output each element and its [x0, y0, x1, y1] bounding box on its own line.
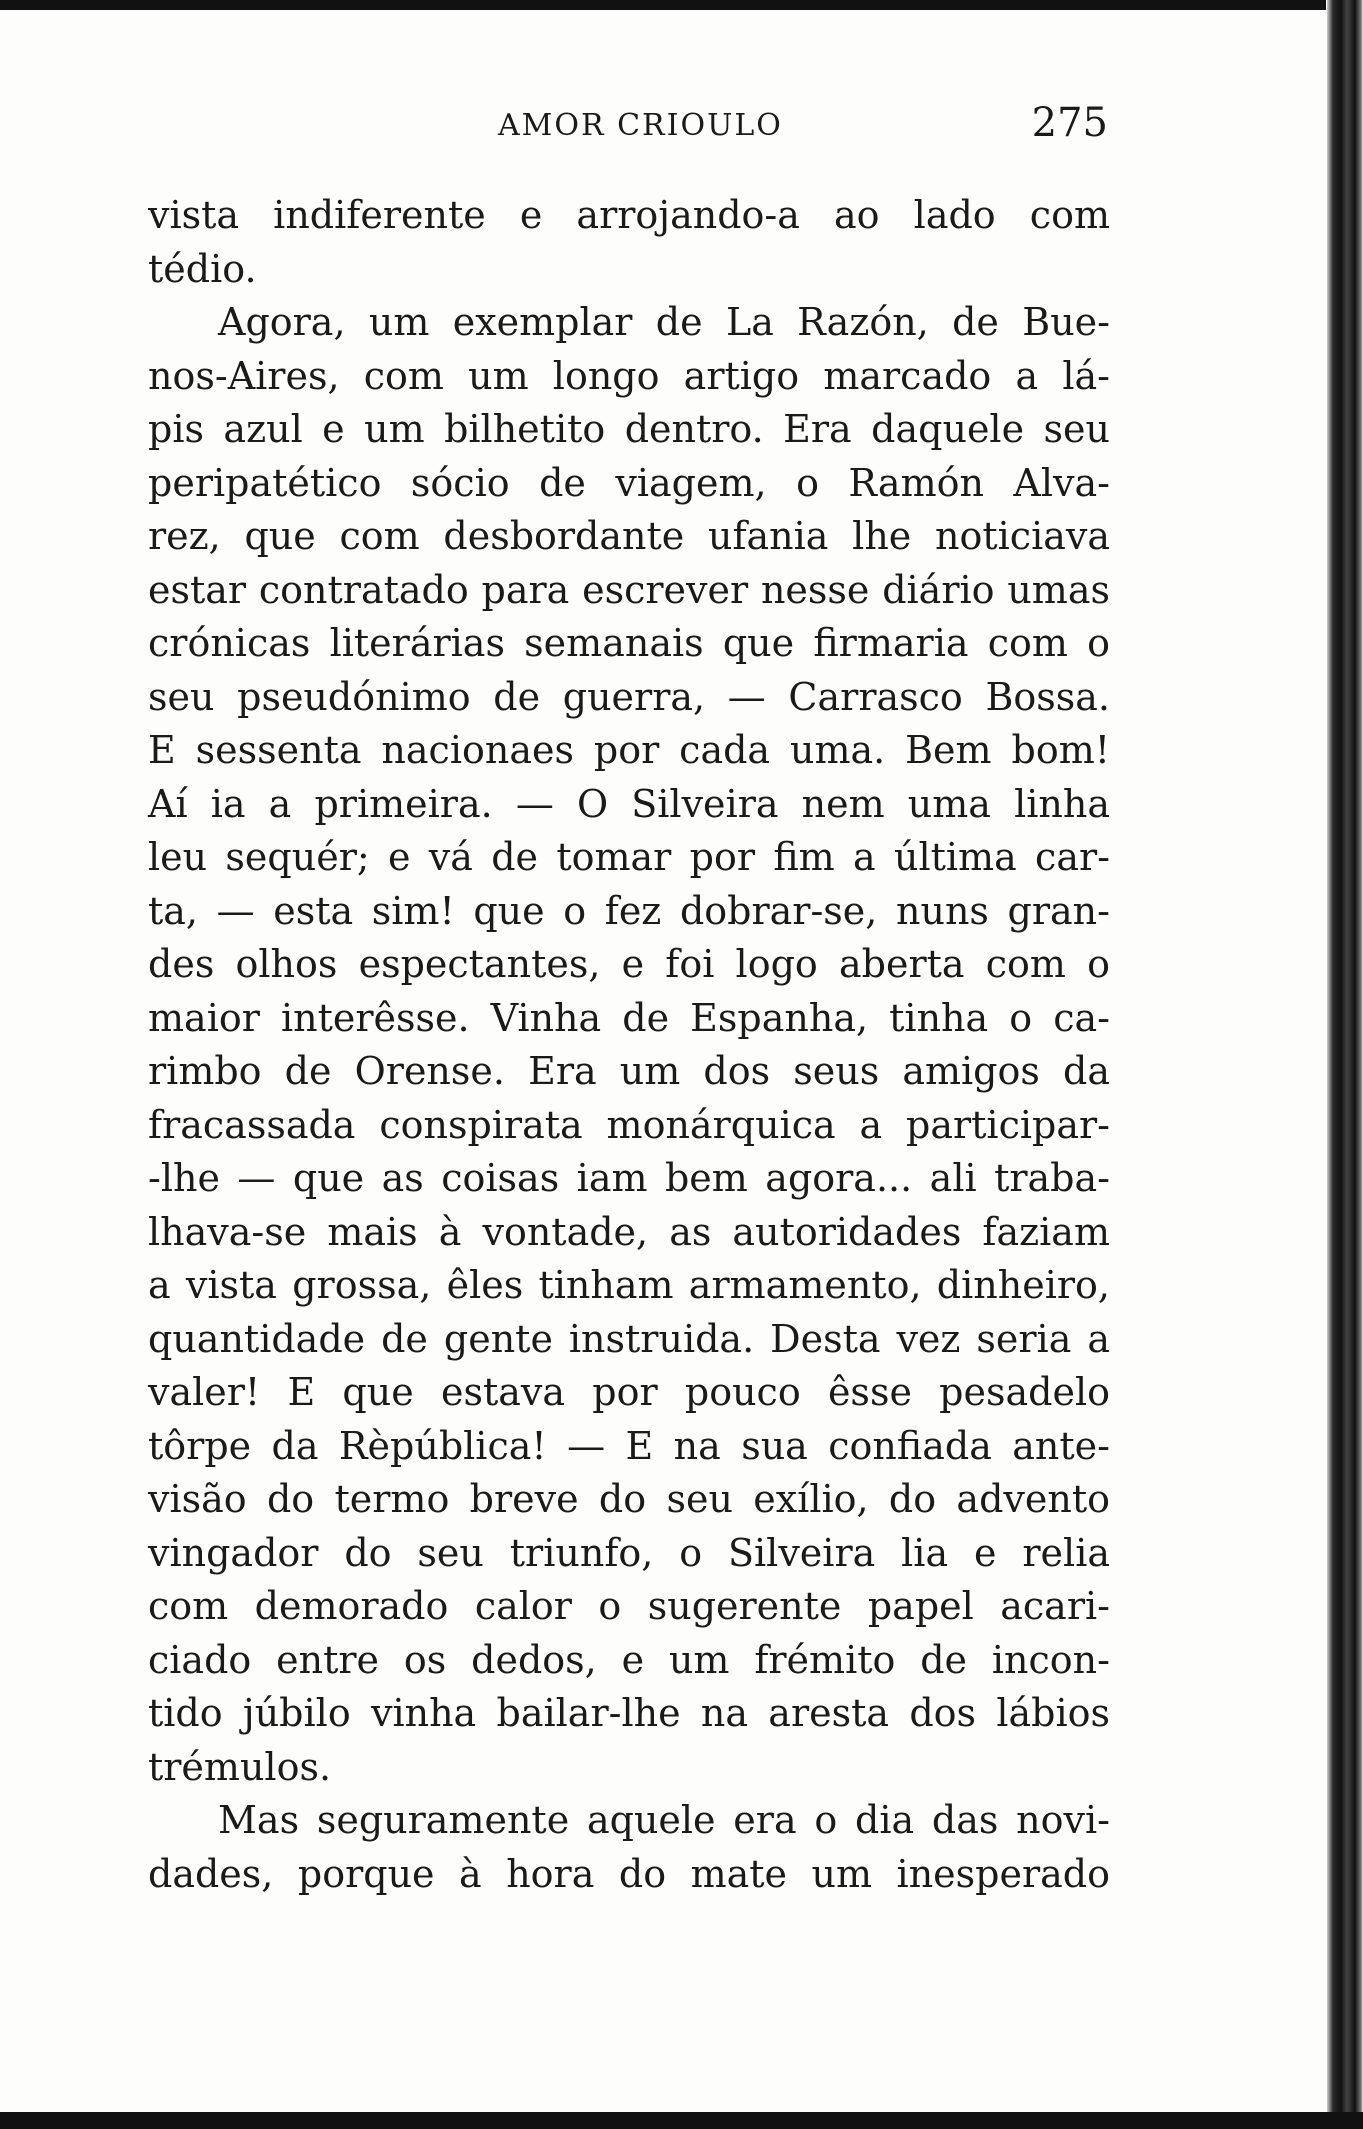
text-line: tido júbilo vinha bailar-lhe na aresta dos lábios	[148, 1691, 1110, 1735]
top-scan-edge	[0, 0, 1326, 10]
text-line: E sessenta nacionaes por cada uma. Bem bom!	[148, 728, 1110, 772]
text-line: estar contratado para escrever nesse diário umas	[148, 567, 1110, 612]
text-line: valer! E que estava por pouco êsse pesadelo	[148, 1370, 1110, 1414]
text-line: des olhos espectantes, e foi logo aberta com o	[148, 942, 1110, 986]
text-line: peripatético sócio de viagem, o Ramón Alva-	[148, 460, 1110, 505]
text-line: rez, que com desbordante ufania lhe noticiava	[148, 514, 1110, 558]
text-line: crónicas literárias semanais que firmaria com o	[148, 621, 1110, 665]
text-line: Mas seguramente aquele era o dia das novi-	[218, 1798, 1110, 1842]
text-line: a vista grossa, êles tinham armamento, dinheiro,	[148, 1263, 1110, 1307]
page-header	[148, 100, 1108, 150]
text-line: Aí ia a primeira. — O Silveira nem uma linha	[148, 781, 1110, 826]
book-spine-edge	[1327, 0, 1363, 2129]
page-number: 275	[1031, 100, 1108, 146]
text-line: com demorado calor o sugerente papel acari-	[148, 1584, 1110, 1628]
text-line: -lhe — que as coisas iam bem agora... ali traba-	[148, 1156, 1110, 1200]
text-line: pis azul e um bilhetito dentro. Era daquele seu	[148, 407, 1110, 451]
text-line: tôrpe da Rèpública! — E na sua confiada ante-	[148, 1423, 1110, 1468]
bottom-scan-edge	[0, 2112, 1363, 2129]
text-line: trémulos.	[148, 1744, 332, 1789]
text-line: maior interêsse. Vinha de Espanha, tinha o ca-	[148, 995, 1110, 1040]
body-text	[148, 189, 1110, 1901]
text-line: leu sequér; e vá de tomar por fim a última car-	[148, 835, 1110, 879]
running-title: AMOR CRIOULO	[498, 108, 783, 143]
text-line: nos-Aires, com um longo artigo marcado a lá-	[148, 353, 1110, 398]
text-line: vingador do seu triunfo, o Silveira lia e relia	[148, 1530, 1110, 1575]
text-line: rimbo de Orense. Era um dos seus amigos da	[148, 1049, 1110, 1093]
text-line: dades, porque à hora do mate um inesperado	[148, 1851, 1110, 1896]
text-line: tédio.	[148, 246, 257, 291]
text-line: Agora, um exemplar de La Razón, de Bue-	[218, 300, 1110, 344]
text-line: lhava-se mais à vontade, as autoridades faziam	[148, 1209, 1110, 1254]
text-line: quantidade de gente instruida. Desta vez seria a	[148, 1316, 1110, 1361]
text-line: ta, — esta sim! que o fez dobrar-se, nuns gran-	[148, 888, 1110, 933]
text-line: visão do termo breve do seu exílio, do advento	[148, 1477, 1110, 1521]
text-line: seu pseudónimo de guerra, — Carrasco Bossa.	[148, 674, 1110, 719]
text-line: fracassada conspirata monárquica a participar-	[148, 1102, 1110, 1147]
text-line: vista indiferente e arrojando-a ao lado com	[148, 193, 1110, 237]
text-line: ciado entre os dedos, e um frémito de incon-	[148, 1637, 1110, 1682]
